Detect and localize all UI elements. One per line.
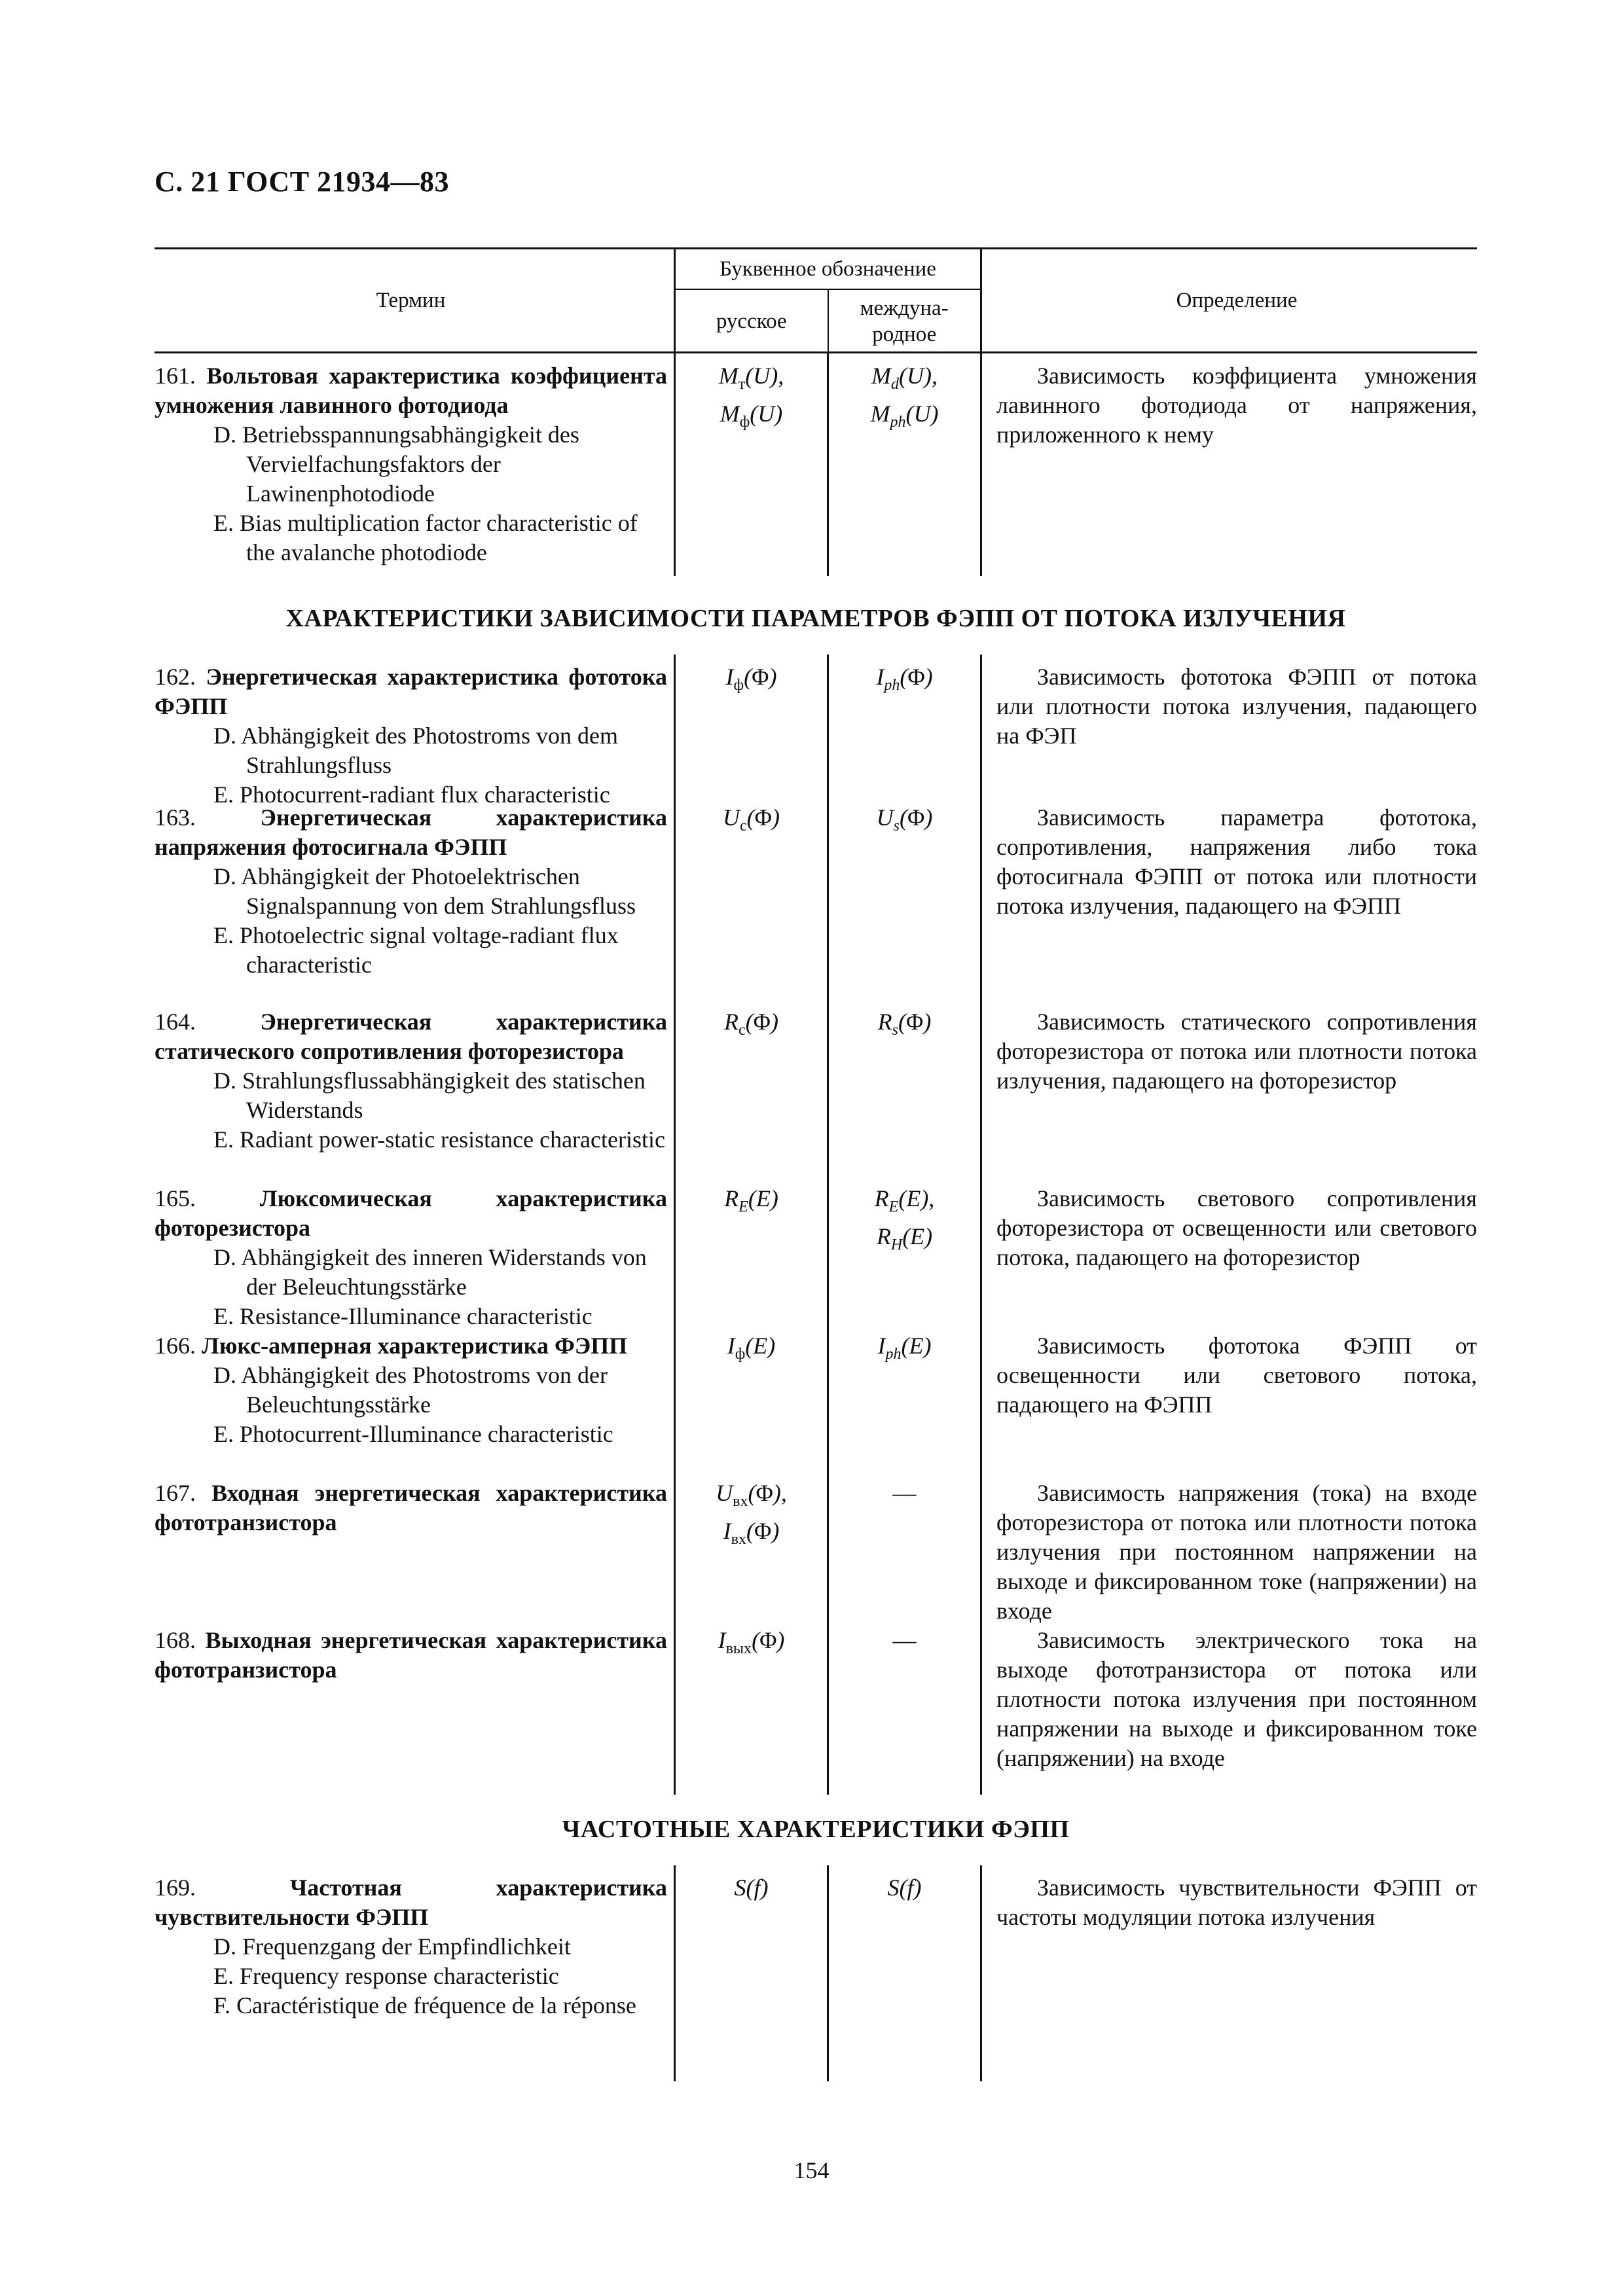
header-international-text: междуна- родное [860,296,949,346]
international-symbol: $R_E(E)$, $R_H(E)$ [874,1185,935,1254]
entry-number: 168. [155,1627,196,1653]
entry-title: Входная энергетическая характеристика фототранзистора [155,1480,668,1535]
entry-number: 169. [155,1874,196,1901]
term-cell [155,353,674,576]
english-term: E. Photoelectric signal voltage-radiant flux characteristic [213,922,619,978]
russian-symbol: $U_{вх}(\Phi)$, $I_{вх}(\Phi)$ [716,1480,787,1549]
definition-cell [980,1618,1477,1795]
english-term: E. Radiant power-static resistance characteristic [213,1126,665,1153]
term-cell [155,1176,674,1329]
russian-symbol: $U_с(\Phi)$ [723,804,780,835]
definition-text: Зависимость напряжения (тока) на входе фоторезистора от потока или плотности потока излучения при постоянном напряжении на выходе и фиксированном токе (напряжении) на входе [996,1480,1477,1624]
term-cell [155,999,674,1176]
definition-text: Зависимость чувствительности ФЭПП от частоты модуляции потока излучения [996,1874,1477,1930]
definition-cell [980,1471,1477,1624]
entry-title: Люксомическая характеристика фоторезистора [155,1185,667,1241]
term-cell [155,1323,674,1471]
russian-symbol-cell [674,1865,827,2081]
header-russian: русское [716,309,787,333]
entry-number: 163. [155,804,196,831]
english-term: E. Resistance-Illuminance characteristic [213,1303,593,1329]
definition-text: Зависимость коэффициента умножения лавинного фотодиода от напряжения, приложенного к нему [996,363,1477,448]
russian-symbol-cell [674,999,827,1176]
entry-title: Энергетическая характеристика фототока ФЭПП [155,664,668,719]
definition-cell [980,655,1477,795]
russian-symbol: $R_с(\Phi)$ [724,1009,778,1039]
german-term: D. Strahlungsflussabhängigkeit des statischen Widerstands [213,1067,646,1123]
term-cell [155,795,674,999]
entry-title: Частотная характеристика чувствительности ФЭПП [155,1874,667,1930]
header-international [828,290,981,353]
russian-symbol: $R_E(E)$ [724,1185,778,1216]
entry-title: Выходная энергетическая характеристика фототранзистора [155,1627,667,1683]
table-row [155,353,1477,576]
entry-number: 167. [155,1480,196,1506]
international-symbol: $M_d(U)$, $M_{ph}(U)$ [870,363,939,431]
section-heading-flux: ХАРАКТЕРИСТИКИ ЗАВИСИМОСТИ ПАРАМЕТРОВ ФЭПП ОТ ПОТОКА ИЗЛУЧЕНИЯ [285,605,1346,632]
entry-title: Энергетическая характеристика напряжения фотосигнала ФЭПП [155,804,667,860]
definition-text: Зависимость параметра фототока, сопротивления, напряжения либо тока фотосигнала ФЭПП от потока или плотности потока излучения, падающего на ФЭПП [996,804,1477,919]
entry-number: 161. [155,363,196,389]
german-term: D. Abhängigkeit des Photostroms von dem Strahlungsfluss [213,723,618,778]
entry-number: 166. [155,1333,196,1359]
term-cell [155,655,674,808]
term-cell [155,1471,674,1618]
international-symbol: — [892,1627,917,1653]
table-row [155,1865,1477,2081]
international-symbol-cell [827,1471,980,1618]
russian-symbol-cell [674,1471,827,1618]
table-row [155,1323,1477,1471]
russian-symbol-cell [674,655,827,795]
entry-title: Люкс-амперная характеристика ФЭПП [202,1333,628,1359]
russian-symbol: $I_ф(\Phi)$ [725,664,777,694]
international-symbol: $I_{ph}(E)$ [877,1333,932,1363]
terms-table-flux [155,655,1477,1795]
international-symbol-cell [827,795,980,999]
english-term: E. Photocurrent-radiant flux characteristic [213,781,610,808]
definition-cell [980,999,1477,1176]
german-term: D. Abhängigkeit der Photoelektrischen Signalspannung von dem Strahlungsfluss [213,863,636,919]
page-number: 154 [793,2157,830,2183]
definition-cell [980,1176,1477,1323]
international-symbol-cell [827,1176,980,1323]
definition-text: Зависимость светового сопротивления фоторезистора от освещенности или светового потока, падающего на фоторезистор [996,1185,1477,1270]
term-cell [155,1618,674,1795]
international-symbol-cell [827,999,980,1176]
definition-cell [980,353,1477,576]
english-term: E. Frequency response characteristic [213,1963,559,1989]
russian-symbol-cell [674,1323,827,1471]
international-symbol-cell [827,655,980,795]
international-symbol: — [892,1480,917,1506]
definition-cell [980,1865,1477,2081]
international-symbol-cell [827,1323,980,1471]
definition-text: Зависимость фототока ФЭПП от потока или плотности потока излучения, падающего на ФЭП [996,664,1477,749]
english-term: E. Photocurrent-Illuminance characteristic [213,1421,613,1447]
entry-number: 165. [155,1185,196,1211]
definition-text: Зависимость электрического тока на выходе фототранзистора от потока или плотности потока излучения при постоянном напряжении на выходе и фиксированном токе (напряжении) на входе [996,1627,1477,1771]
definition-cell [980,1323,1477,1471]
header-symbols-group [674,249,980,351]
table-row [155,999,1477,1176]
term-cell [155,1865,674,2081]
russian-symbol-cell [674,1176,827,1323]
entry-title: Вольтовая характеристика коэффициента умножения лавинного фотодиода [155,363,668,418]
header-term: Термин [376,288,446,312]
table-row [155,1176,1477,1329]
terms-table [155,247,1477,576]
international-symbol: S(f) [887,1874,922,1901]
definition-text: Зависимость фототока ФЭПП от освещенности или светового потока, падающего на ФЭПП [996,1333,1477,1418]
english-term: E. Bias multiplication factor characteristic of the avalanche photodiode [213,510,638,565]
german-term: D. Frequenzgang der Empfindlichkeit [213,1933,571,1960]
international-symbol: $I_{ph}(\Phi)$ [876,664,933,694]
table-row [155,795,1477,999]
table-row [155,1471,1477,1624]
russian-symbol: $I_{вых}(\Phi)$ [718,1627,785,1658]
international-symbol: $U_s(\Phi)$ [876,804,933,835]
german-term: D. Abhängigkeit des Photostroms von der Beleuchtungsstärke [213,1362,608,1418]
definition-text: Зависимость статического сопротивления фоторезистора от потока или плотности потока излучения, падающего на фоторезистор [996,1009,1477,1094]
header-definition: Определение [980,249,1477,351]
russian-symbol: $M_т(U)$, $M_ф(U)$ [718,363,784,431]
russian-symbol: $I_ф(E)$ [727,1333,776,1363]
international-symbol: $R_s(\Phi)$ [877,1009,932,1039]
german-term: D. Betriebsspannungsabhängigkeit des Vervielfachungsfaktors der Lawinenphotodiode [213,422,579,507]
international-symbol-cell [827,1865,980,2081]
entry-title: Энергетическая характеристика статического сопротивления фоторезистора [155,1009,667,1064]
table-row [155,1618,1477,1795]
russian-symbol: S(f) [734,1874,769,1901]
table-header-row [155,249,1477,351]
international-symbol-cell [827,1618,980,1795]
header-symbols-title: Буквенное обозначение [676,249,980,290]
russian-symbol-cell [674,353,827,576]
entry-number: 162. [155,664,196,690]
page-header: С. 21 ГОСТ 21934—83 [155,166,450,198]
definition-cell [980,795,1477,999]
entry-number: 164. [155,1009,196,1035]
table-row [155,655,1477,808]
russian-symbol-cell [674,795,827,999]
terms-table-frequency [155,1865,1477,2081]
german-term: D. Abhängigkeit des inneren Widerstands von der Beleuchtungsstärke [213,1244,647,1300]
section-heading-frequency: ЧАСТОТНЫЕ ХАРАКТЕРИСТИКИ ФЭПП [562,1816,1070,1843]
russian-symbol-cell [674,1618,827,1795]
international-symbol-cell [827,353,980,576]
french-term: F. Caractéristique de fréquence de la réponse [213,1992,636,2018]
